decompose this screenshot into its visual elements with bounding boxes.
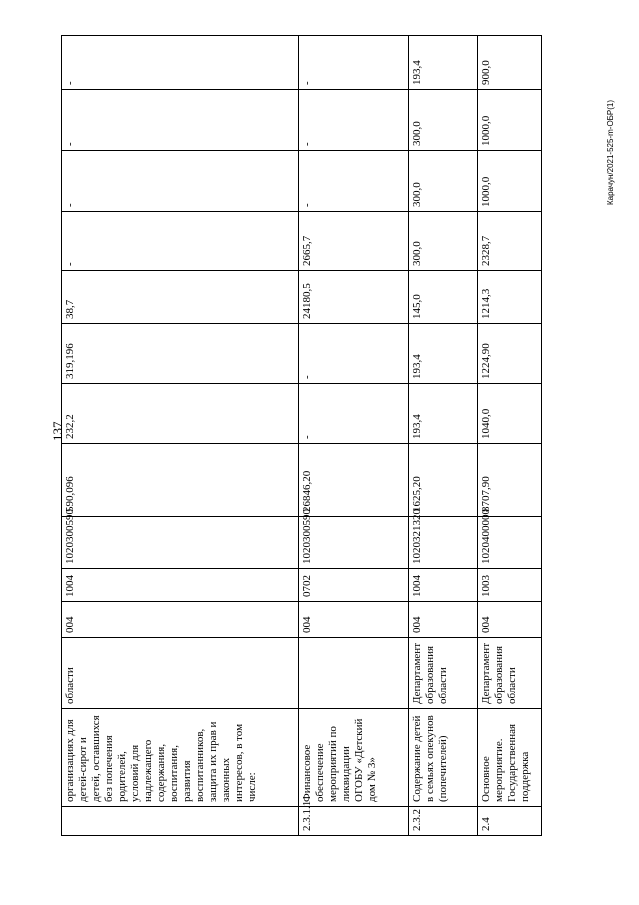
year-value: - [299,324,409,384]
total-value: 26846,20 [299,444,409,517]
year-value: 300,0 [409,151,478,212]
year-value: - [299,36,409,90]
rzpr-code: 0702 [299,569,409,602]
year-value: 900,0 [478,36,542,90]
year-value: 193,4 [409,36,478,90]
rzpr-code: 1004 [409,569,478,602]
rotated-table-wrapper [61,56,538,836]
program-table [61,35,542,836]
year-value: 1214,3 [478,271,542,324]
measure-name: Содержание детей в семьях опекунов (попечителей) [409,709,478,807]
executor [299,638,409,709]
row-number [62,807,299,836]
year-value: 2328,7 [478,212,542,271]
total-value: 1625,20 [409,444,478,517]
row-number: 2.3.1.1 [299,807,409,836]
grbs-code: 004 [299,602,409,638]
year-value: - [299,90,409,151]
table-row [409,36,478,836]
table-row [478,36,542,836]
year-value: 300,0 [409,90,478,151]
year-value: 1000,0 [478,151,542,212]
table-row [299,36,409,836]
measure-name: организациях для детей-сирот и детей, оставшихся без попечения родителей, условий для надлежащего содержания, воспитания, развития воспитанников, защита их прав и законных интересов, в том числе: [62,709,299,807]
year-value: 1000,0 [478,90,542,151]
year-value: 193,4 [409,384,478,444]
document-code: Карачун/2021-525-m-ОБР(1) [606,99,615,205]
year-value: 319,196 [62,324,299,384]
grbs-code: 004 [409,602,478,638]
executor: области [62,638,299,709]
executor: Департамент образования области [409,638,478,709]
year-value: - [62,212,299,271]
rzpr-code: 1003 [478,569,542,602]
csr-code: 1020400000 [478,517,542,569]
row-number: 2.4 [478,807,542,836]
year-value: - [62,36,299,90]
grbs-code: 004 [478,602,542,638]
year-value: 1224,90 [478,324,542,384]
measure-name: Основное мероприятие. Государственная поддержка [478,709,542,807]
total-value: 8707,90 [478,444,542,517]
csr-code: 1020300590 [62,517,299,569]
rzpr-code: 1004 [62,569,299,602]
year-value: - [62,90,299,151]
year-value: - [62,151,299,212]
year-value: 193,4 [409,324,478,384]
year-value: 145,0 [409,271,478,324]
measure-name: Финансовое обеспечение мероприятий по ликвидации ОГОБУ «Детский дом № 3» [299,709,409,807]
csr-code: 1020321320 [409,517,478,569]
year-value: 38,7 [62,271,299,324]
table-row [62,36,299,836]
executor: Департамент образования области [478,638,542,709]
page-number: 137 [50,421,65,441]
year-value: - [299,151,409,212]
year-value: 300,0 [409,212,478,271]
total-value: 590,096 [62,444,299,517]
grbs-code: 004 [62,602,299,638]
year-value: - [299,384,409,444]
year-value: 232,2 [62,384,299,444]
csr-code: 1020300590 [299,517,409,569]
year-value: 2665,7 [299,212,409,271]
year-value: 24180,5 [299,271,409,324]
year-value: 1040,0 [478,384,542,444]
row-number: 2.3.2 [409,807,478,836]
